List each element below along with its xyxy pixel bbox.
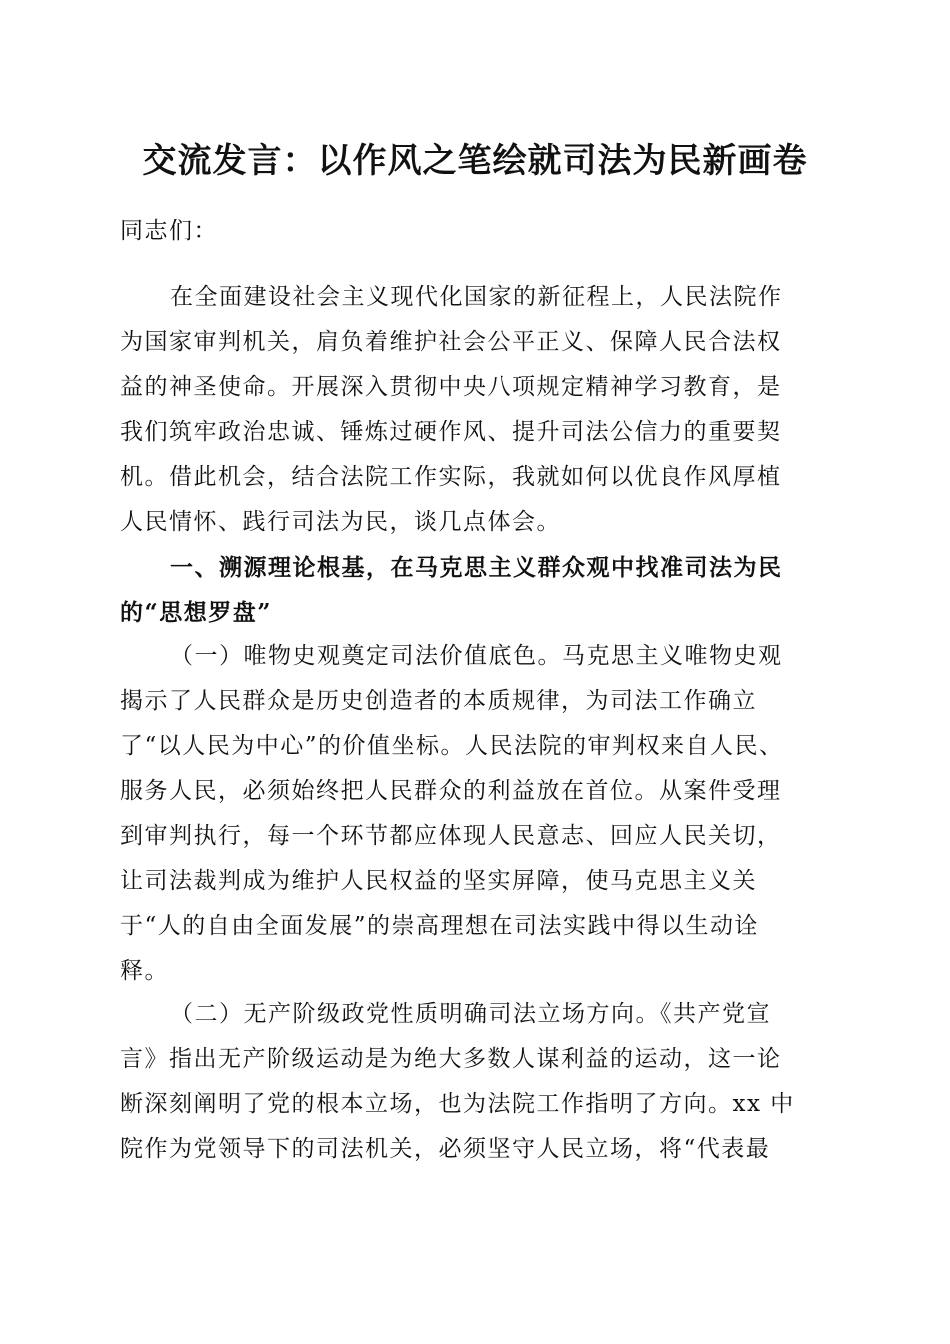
paragraph-line: 言》指出无产阶级运动是为绝大多数人谋利益的运动，这一论 xyxy=(120,1046,782,1072)
heading-line: 一、溯源理论根基，在马克思主义群众观中找准司法为民 xyxy=(170,554,783,581)
paragraph-line: 我们筑牢政治忠诚、锤炼过硬作风、提升司法公信力的重要契 xyxy=(120,419,782,445)
paragraph-line: 人民情怀、践行司法为民，谈几点体会。 xyxy=(120,509,561,535)
paragraph-line: 机。借此机会，结合法院工作实际，我就如何以优良作风厚植 xyxy=(120,464,782,490)
paragraph-line: 断深刻阐明了党的根本立场，也为法院工作指明了方向。xx 中 xyxy=(120,1091,795,1117)
subsection-1 xyxy=(120,634,832,994)
paragraph-line: 让司法裁判成为维护人民权益的坚实屏障，使马克思主义关 xyxy=(120,868,757,894)
paragraph-line: 揭示了人民群众是历史创造者的本质规律，为司法工作确立 xyxy=(120,688,757,714)
section-heading-1 xyxy=(120,545,832,635)
paragraph-line: （一）唯物史观奠定司法价值底色。马克思主义唯物史观 xyxy=(170,643,783,669)
salutation: 同志们： xyxy=(120,218,218,244)
heading-line: 的“思想罗盘” xyxy=(120,599,272,626)
subsection-2 xyxy=(120,992,832,1172)
paragraph-intro xyxy=(120,275,832,545)
paragraph-line: （二）无产阶级政党性质明确司法立场方向。《共产党宣 xyxy=(170,1001,771,1027)
paragraph-line: 到审判执行，每一个环节都应体现人民意志、回应人民关切， xyxy=(120,823,782,849)
paragraph-line: 院作为党领导下的司法机关，必须坚守人民立场，将“代表最 xyxy=(120,1136,771,1162)
paragraph-line: 释。 xyxy=(120,958,169,984)
paragraph-line: 为国家审判机关，肩负着维护社会公平正义、保障人民合法权 xyxy=(120,329,782,355)
document-title: 交流发言：以作风之笔绘就司法为民新画卷 xyxy=(142,141,808,181)
paragraph-line: 于“人的自由全面发展”的崇高理想在司法实践中得以生动诠 xyxy=(120,913,760,939)
paragraph-line: 了“以人民为中心”的价值坐标。人民法院的审判权来自人民、 xyxy=(120,733,784,759)
paragraph-line: 在全面建设社会主义现代化国家的新征程上，人民法院作 xyxy=(170,284,783,310)
paragraph-line: 益的神圣使命。开展深入贯彻中央八项规定精神学习教育，是 xyxy=(120,374,782,400)
paragraph-line: 服务人民，必须始终把人民群众的利益放在首位。从案件受理 xyxy=(120,778,782,804)
salutation-block xyxy=(120,209,832,254)
